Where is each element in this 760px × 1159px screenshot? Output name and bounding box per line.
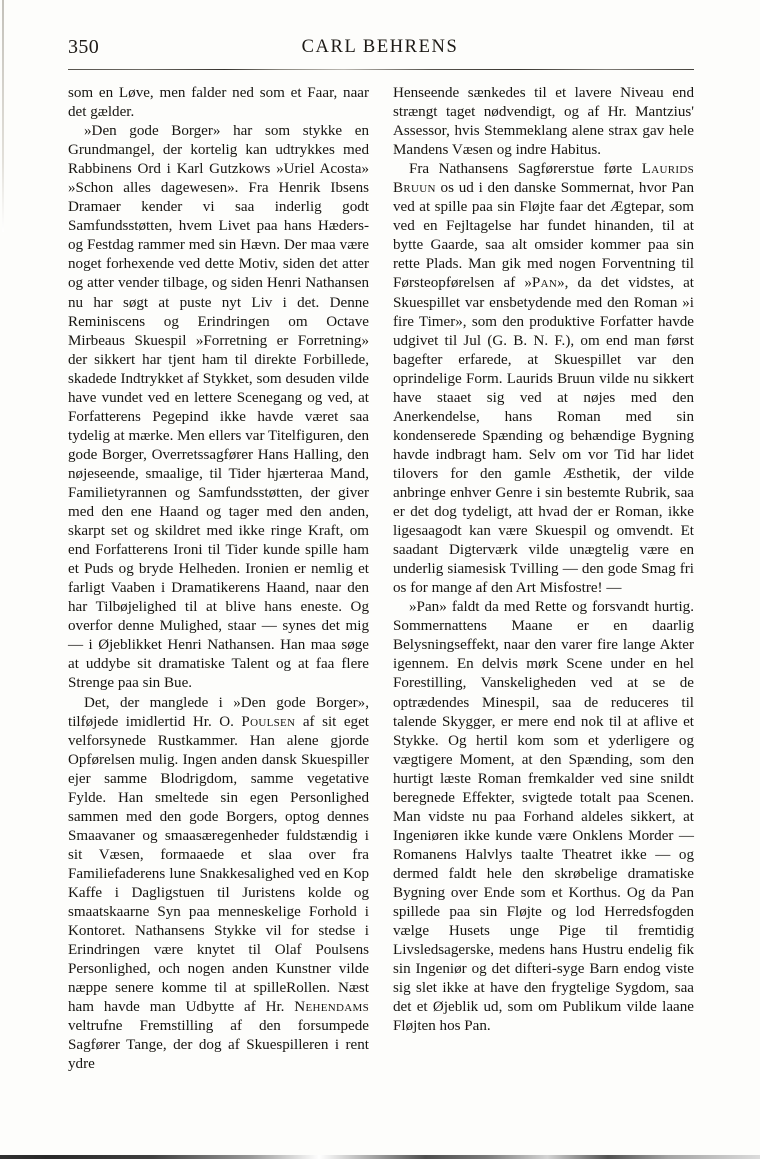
small-caps-name: Poulsen	[241, 713, 296, 730]
paragraph: »Den gode Borger» har som stykke en Grundmangel, der kortelig kan udtrykkes med Rabbinens Ord i Karl Gutzkows »Uriel Acosta» »Schon alles dagewesen». Fra Henrik Ibsens Dramaer kender vi saa inderlig godt Samfundsstøtten, hvem Livet paa hans Hæders- og Festdag rammer med sin Hævn. Der maa være noget forhexende ved dette Motiv, siden det atter og atter vender tilbage, og siden Henri Nathansen nu har søgt at puste nyt Liv i det. Denne Reminiscens og Erindringen om Octave Mirbeaus Skuespil »Forretning er Forretning» der sikkert har tjent ham til direkte Forbillede, skadede Indtrykket af Stykket, som desuden vilde have vundet ved en lettere Scenegang og ved, at Forfatterens Pegepind ikke havde været saa tydelig at mærke. Men ellers var Titelfiguren, den gode Borger, Overretssagfører Hans Halling, den nøjeseende, smaalige, til Tider hjærteraa Mand, Familietyrannen og Samfundsstøtten, der giver med den ene Haand og tager med den anden, skarpt set og skildret med ikke ringe Kraft, om end Forfatterens Ironi til Tider kunde spille ham et Puds og bryde Helheden. Ironien er nemlig et farligt Vaaben i Dramatikerens Haand, naar den har Tilbøjelighed til at blive hans eneste. Og overfor denne Mulighed, staar — synes det mig — i Øjeblikket Henri Nathansen. Han maa søge at uddybe sit dramatiske Talent og at faa flere Strenge paa sin Bue.	[68, 123, 369, 692]
scan-edge-artifact-left	[2, 0, 4, 232]
running-head-title: CARL BEHRENS	[301, 37, 459, 57]
paragraph: Henseende sænkedes til et lavere Niveau end strængt taget nødvendigt, og af Hr. Mantzius' Assessor, hvis Stemmeklang alene strax gav hele Mandens Væsen og indre Habitus.	[393, 85, 694, 159]
small-caps-name: Pan	[531, 275, 558, 292]
running-head	[68, 36, 692, 66]
paragraph: som en Løve, men falder ned som et Faar, naar det gælder.	[68, 85, 369, 121]
paragraph: Det, der manglede i »Den gode Borger», tilføjede imidlertid Hr. O. Poulsen af sit eget velforsynede Rustkammer. Han alene gjorde Opførelsen mulig. Ingen anden dansk Skuespiller ejer samme Blodrigdom, samme vegetative Fylde. Han smeltede sin egen Personlighed sammen med den gode Borgers, optog dennes Smaavaner og smaasæregenheder fuldstændig i sit Væsen, formaaede et slaa over fra Familiefaderens lune Snakkesalighed ved en Kop Kaffe i Dagligstuen til Juristens kolde og smaatskaarne Syn paa menneskelige Forhold i Kontoret. Nathansens Stykke vil for stedse i Erindringen være knytet til Olaf Poulsens Personlighed, och nogen anden Kunstner vilde næppe senere komme til at spilleRollen. Næst ham havde man Udbytte af Hr. Nehendams veltrufne Fremstilling af den forsumpede Sagfører Tange, der dog af Skuespilleren i rent ydre	[68, 694, 369, 1073]
body-columns	[68, 84, 694, 1074]
paragraph: »Pan» faldt da med Rette og forsvandt hurtig. Sommernattens Maane er en daarlig Belysningseffekt, naar den varer fire lange Akter igennem. En delvis mørk Scene under en hel Forestilling, Vanskeligheden ved at se de optrædendes Minespil, saa de reduceres til talende Skygger, er mere end nok til at aflive et Stykke. Og hertil kom som et yderligere og vægtigere Moment, at den Spænding, som den hurtigt læste Roman fremkalder ved sine snildt beregnede Effekter, svigtede totalt paa Scenen. Man vidste nu paa Forhand aldeles sikkert, at Ingeniøren ikke kunde være Onklens Morder — Romanens Halvlys taalte Theatret ikke — og dermed faldt hele den skrøbelige dramatiske Bygning over Ende som et Korthus. Og da Pan spillede paa sin Fløjte og lod Herredsfogden vælge Husets unge Pige til fremtidig Livsledsagerske, medens hans Hustru endelig fik sin Ingeniør og det difteri-syge Barn endog viste sig slet ikke at have den frygtelige Sygdom, saa det et Øjeblik ud, som om Publikum vilde laane Fløjten hos Pan.	[393, 599, 694, 1035]
text-column-left	[68, 84, 369, 1074]
page-number: 350	[68, 36, 100, 58]
header-rule	[68, 69, 694, 70]
small-caps-name: Laurids Bruun	[393, 161, 694, 197]
small-caps-name: Nehendams	[294, 999, 369, 1016]
scan-edge-artifact-bottom	[0, 1155, 760, 1159]
text-column-right	[393, 84, 694, 1074]
paragraph: Fra Nathansens Sagførerstue førte Laurids Bruun os ud i den danske Sommernat, hvor Pan ved at spille paa sin Fløjte faar det Ægtepar, som ved en Fejltagelse har fundet hinanden, til at bytte Gaarde, saa alt omsider kommer paa sin rette Plads. Man gik med nogen Forventning til Førsteopførelsen af »Pan», da det vidstes, at Skuespillet var ensbetydende med den Roman »i fire Timer», som den produktive Forfatter havde udgivet til Jul (G. B. N. F.), om end man først bagefter erfarede, at Skuespillet var den oprindelige Form. Laurids Bruun vilde nu sikkert have staaet sig ved at nøjes med den Anerkendelse, hans Roman med sin kondenserede Spænding og behændige Bygning havde indbragt ham. Selv om vor Tid har lidet tilovers for den gamle Æsthetik, der vilde anbringe enhver Genre i sin bestemte Rubrik, saa er det dog tydeligt, att hvad der er Roman, ikke ligesaagodt kan være Skuespil og omvendt. Et saadant Digterværk vilde unægtelig være en underlig siamesisk Tvilling — den gode Smag fri os for mange af den Art Misfostre! —	[393, 161, 694, 597]
